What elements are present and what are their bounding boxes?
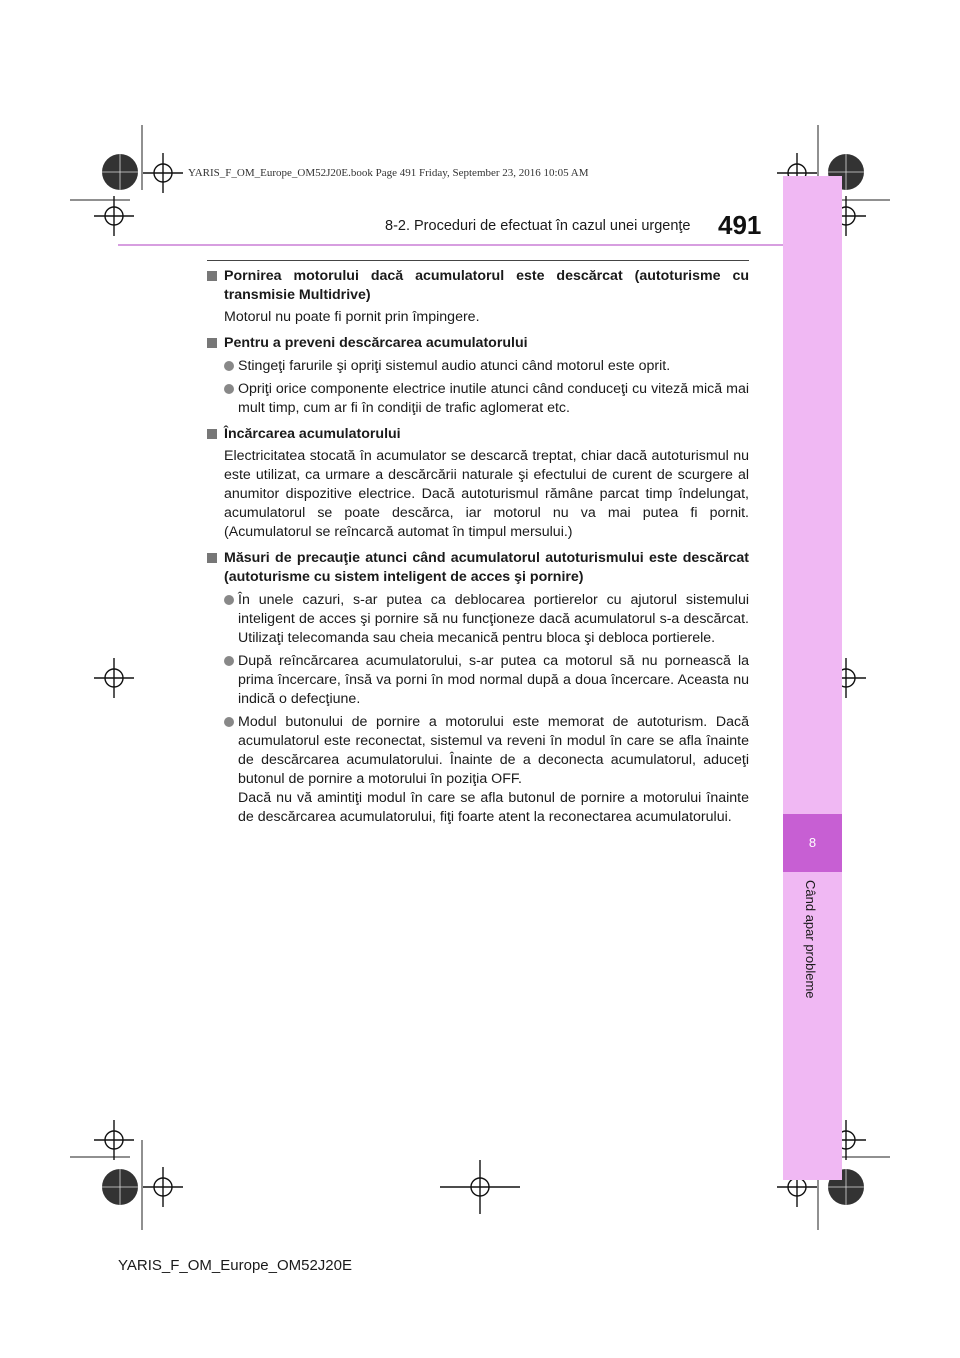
section-heading: Încărcarea acumulatorului	[207, 425, 749, 444]
section-heading: Măsuri de precauţie atunci când acumulatorul autoturismului este descărcat (autoturisme cu sistem inteligent de acces şi pornire)	[207, 549, 749, 587]
chapter-number: 8	[808, 835, 817, 850]
content-area	[207, 267, 749, 834]
circle-bullet-icon	[224, 656, 234, 666]
section-body: Electricitatea stocată în acumulator se descarcă treptat, chiar dacă autoturismul nu este utilizat, ca urmare a descărcării naturale şi efectului de curent de scurgere al anumitor dispozitive electrice. Dacă autoturismul rămâne parcat timp îndelungat, acumulatorul se poate descărca, iar motorul nu va mai putea fi pornit. (Acumulatorul se reîncarcă automat în timpul mersului.)	[224, 448, 749, 540]
bullet-item: Stingeţi farurile şi opriţi sistemul audio atunci când motorul este oprit.	[207, 357, 749, 376]
section-heading: Pornirea motorului dacă acumulatorul este descărcat (autoturisme cu transmisie Multidrive)	[207, 267, 749, 305]
bullet-item: Modul butonului de pornire a motorului este memorat de autoturism. Dacă acumulatorul este reconectat, sistemul va reveni în modul în care se afla înainte de descărcarea acumulatorului. Înainte de a deconecta acumulatorul, aduceţi butonul de pornire a motorului în poziţia OFF. Dacă nu vă amintiţi modul în care se afla butonul de pornire a motorului înainte de descărcarea acumulatorului, fiţi foarte atent la reconectarea acumulatorului.	[207, 713, 749, 827]
header-rule	[118, 244, 783, 246]
bullet-item: Opriţi orice componente electrice inutile atunci când conduceţi cu viteză mică mai mult timp, cum ar fi în condiţii de trafic aglomerat etc.	[207, 380, 749, 418]
content-top-rule	[207, 260, 749, 261]
bullet-item: În unele cazuri, s-ar putea ca deblocarea portierelor cu ajutorul sistemului inteligent de acces şi pornire să nu funcţioneze dacă acumulatorul s-a descărcat. Utilizaţi telecomanda sau cheia mecanică pentru bloca şi debloca portierele.	[207, 591, 749, 648]
square-bullet-icon	[207, 271, 217, 281]
section-prevent-discharge	[207, 334, 749, 418]
circle-bullet-icon	[224, 595, 234, 605]
circle-bullet-icon	[224, 361, 234, 371]
square-bullet-icon	[207, 338, 217, 348]
chapter-label-text: Când apar probleme	[803, 880, 818, 999]
print-info-line: YARIS_F_OM_Europe_OM52J20E.book Page 491 Friday, September 23, 2016 10:05 AM	[188, 167, 589, 179]
footer-document-code: YARIS_F_OM_Europe_OM52J20E	[118, 1257, 353, 1274]
section-battery-multidrive	[207, 267, 749, 327]
section-body: Motorul nu poate fi pornit prin împingere.	[224, 309, 480, 325]
square-bullet-icon	[207, 429, 217, 439]
square-bullet-icon	[207, 553, 217, 563]
circle-bullet-icon	[224, 717, 234, 727]
section-title: 8-2. Proceduri de efectuat în cazul unei urgenţe	[385, 218, 691, 234]
section-heading: Pentru a preveni descărcarea acumulatorului	[207, 334, 749, 353]
section-precautions	[207, 549, 749, 827]
bullet-item: După reîncărcarea acumulatorului, s-ar putea ca motorul să nu pornească la prima încercare, însă va porni în mod normal după a doua încercare. Aceasta nu indică o defecţiune.	[207, 652, 749, 709]
circle-bullet-icon	[224, 384, 234, 394]
section-charging	[207, 425, 749, 542]
chapter-label	[783, 880, 842, 1170]
page-number: 491	[718, 210, 762, 240]
